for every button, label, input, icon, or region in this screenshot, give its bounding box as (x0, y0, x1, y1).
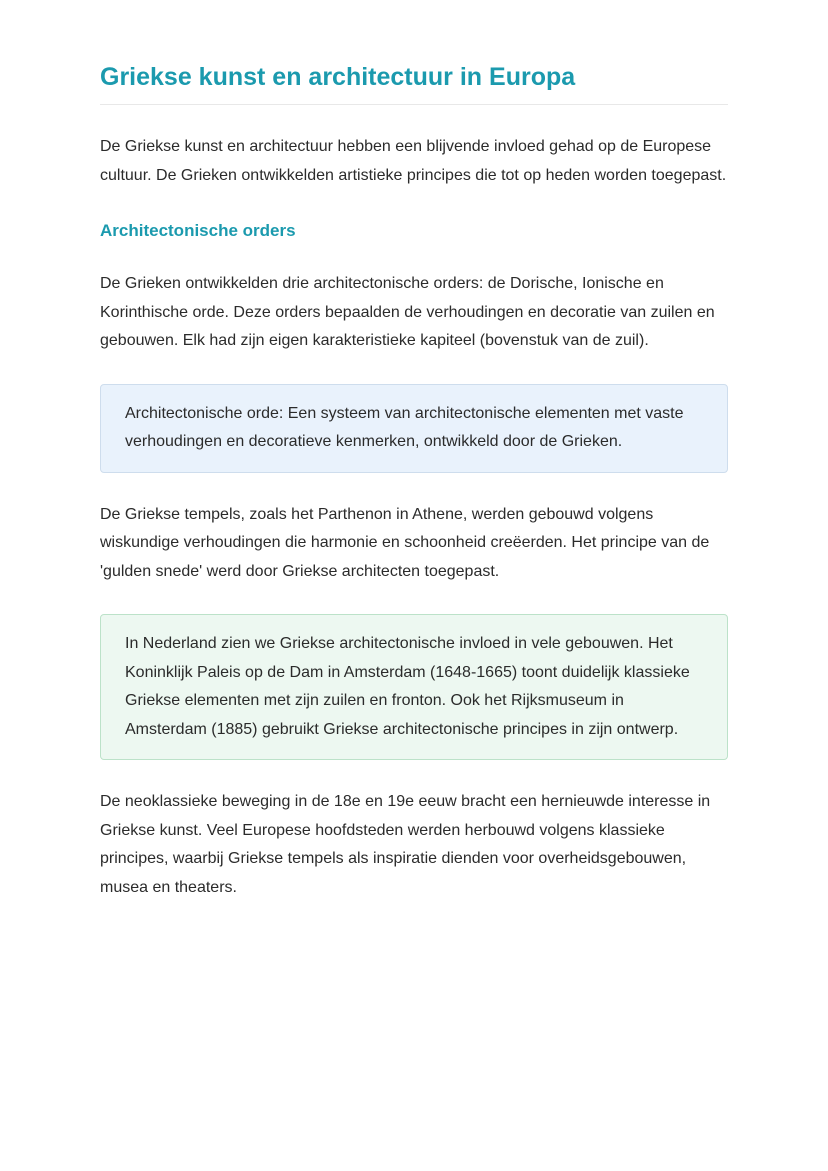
document-page (100, 0, 728, 902)
example-box (100, 614, 728, 760)
paragraph-neoclassical: De neoklassieke beweging in de 18e en 19e eeuw bracht een hernieuwde interesse in Griekse kunst. Veel Europese hoofdsteden werden herbouwd volgens klassieke principes, waarbij Griekse tempels als inspiratie dienden voor overheidsgebouwen, musea en theaters. (100, 793, 711, 896)
paragraph-orders: De Grieken ontwikkelden drie architectonische orders: de Dorische, Ionische en Korinthische orde. Deze orders bepaalden de verhoudingen en decoratie van zuilen en gebouwen. Elk had zijn eigen karakteristieke kapiteel (bovenstuk van de zuil). (100, 275, 715, 349)
paragraph-temples: De Griekse tempels, zoals het Parthenon in Athene, werden gebouwd volgens wiskundige verhoudingen die harmonie en schoonheid creëerden. Het principe van de 'gulden snede' werd door Griekse architecten toegepast. (100, 505, 710, 580)
example-box-text: In Nederland zien we Griekse architectonische invloed in vele gebouwen. Het Koninklijk Paleis op de Dam in Amsterdam (1648-1665) toont duidelijk klassieke Griekse elementen met zijn zuilen en fronton. Ook het Rijksmuseum in Amsterdam (1885) gebruikt Griekse architectonische principes in zijn ontwerp. (125, 635, 690, 738)
section-heading-architectonische-orders: Architectonische orders (100, 221, 296, 240)
definition-box-text: Architectonische orde: Een systeem van architectonische elementen met vaste verhoudingen en decoratieve kenmerken, ontwikkeld door de Grieken. (125, 404, 684, 450)
definition-box (100, 384, 728, 473)
page-title: Griekse kunst en architectuur in Europa (100, 62, 728, 105)
intro-paragraph: De Griekse kunst en architectuur hebben een blijvende invloed gehad op de Europese cultuur. De Grieken ontwikkelden artistieke principes die tot op heden worden toegepast. (100, 138, 727, 184)
